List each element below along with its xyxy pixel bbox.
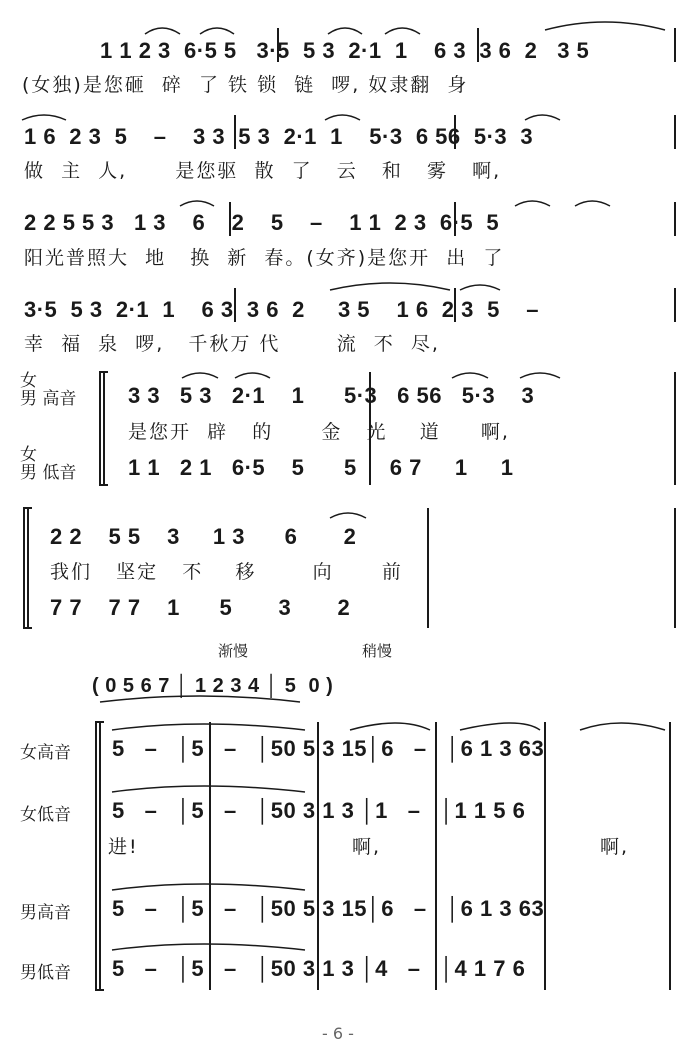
- tempo-marking-slower: 稍慢: [362, 642, 393, 660]
- tempo-marking-ritardando: 渐慢: [218, 642, 249, 660]
- part-label-bass: 男低音: [20, 963, 71, 983]
- system6-lower-notes: 7 7 7 7 1 5 3 2: [50, 595, 351, 620]
- line2-notes: 1 6 2 3 5 – 3 3 5 3 2·1 1 5·3 6 56 5·3 3: [24, 124, 534, 149]
- line1-notes: 1 1 2 3 6·5 5 3·5 5 3 2·1 1 6 3 3 6 2 3 5: [100, 38, 590, 63]
- line4-lyrics: 幸 福 泉 啰, 千秋万 代 流 不 尽,: [24, 333, 440, 355]
- part-label-tenor: 男高音: [20, 903, 71, 923]
- part-notes-alto: 5 – │5 – │50 3 1 3 │1 – │1 1 5 6: [112, 798, 526, 823]
- system6-lyrics: 我们 坚定 不 移 向 前: [50, 561, 403, 583]
- system5-lyrics: 是您开 辟 的 金 光 道 啊,: [128, 421, 510, 443]
- line3-notes: 2 2 5 5 3 1 3 6 2 5 – 1 1 2 3 6·5 5: [24, 210, 500, 235]
- line2-lyrics: 做 主 人, 是您驱 散 了 云 和 雾 啊,: [24, 160, 502, 182]
- part-notes-tenor: 5 – │5 – │50 5 3 15│6 – │6 1 3 63: [112, 896, 545, 921]
- upper-voice-label: 女 男 高音: [20, 371, 77, 409]
- system6-upper-notes: 2 2 5 5 3 1 3 6 2: [50, 524, 357, 549]
- final-lyric-word1: 进!: [108, 836, 139, 858]
- part-notes-bass: 5 – │5 – │50 3 1 3 │4 – │4 1 7 6: [112, 956, 526, 981]
- final-lyric-word2: 啊,: [352, 836, 382, 858]
- final-lyric-word3: 啊,: [600, 836, 630, 858]
- lower-voice-label: 女 男 低音: [20, 445, 77, 483]
- line3-lyrics: 阳光普照大 地 换 新 春。(女齐)是您开 出 了: [24, 247, 505, 269]
- line1-lyrics: (女独)是您砸 碎 了 铁 锁 链 啰, 奴隶翻 身: [22, 74, 469, 96]
- part-label-alto: 女低音: [20, 805, 71, 825]
- part-notes-soprano: 5 – │5 – │50 5 3 15│6 – │6 1 3 63: [112, 736, 545, 761]
- system5-lower-notes: 1 1 2 1 6·5 5 5 6 7 1 1: [128, 455, 514, 480]
- part-label-soprano: 女高音: [20, 743, 71, 763]
- page-number: - 6 -: [322, 1024, 354, 1043]
- system5-upper-notes: 3 3 5 3 2·1 1 5·3 6 56 5·3 3: [128, 383, 535, 408]
- intro-notes: ( 0 5 6 7 │ 1 2 3 4 │ 5 0 ): [92, 675, 334, 697]
- line4-notes: 3·5 5 3 2·1 1 6 3 3 6 2 3 5 1 6 2 3 5 –: [24, 297, 540, 322]
